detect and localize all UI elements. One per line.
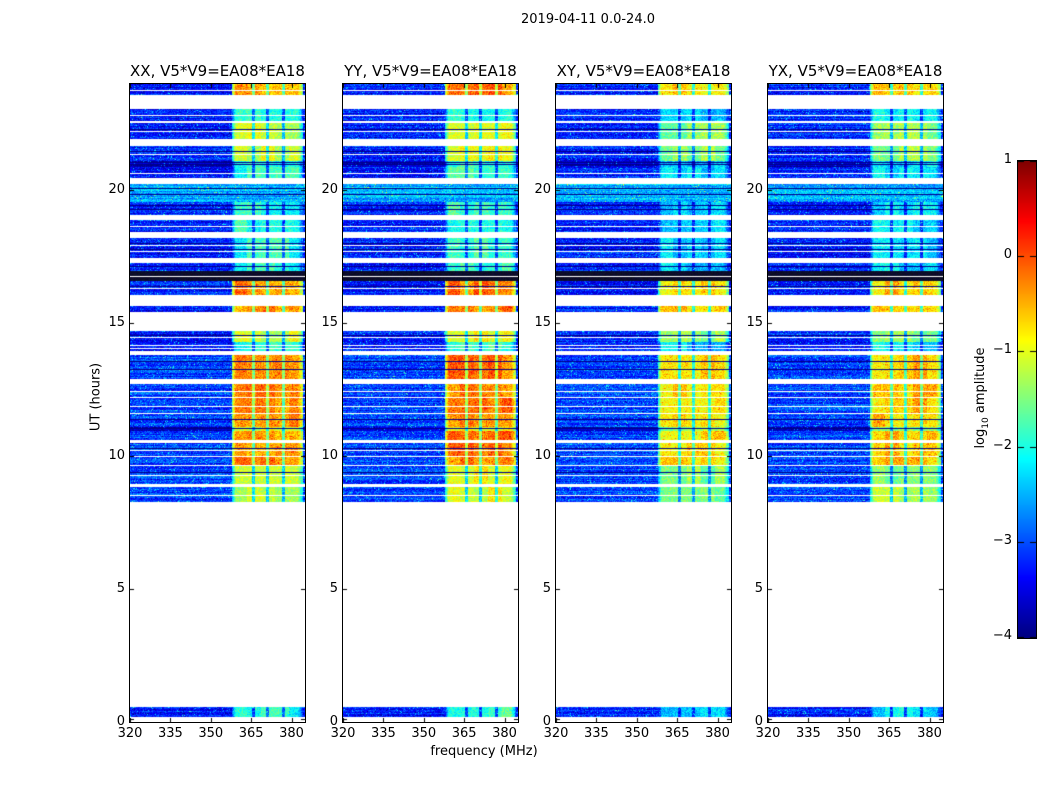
colorbar-label-log: log <box>973 428 989 449</box>
y-tick-label: 5 <box>116 581 125 597</box>
x-tick-label: 320 <box>543 726 569 741</box>
x-tick-label: 335 <box>583 726 609 741</box>
colorbar-tick-label: 0 <box>1003 247 1012 262</box>
panel-title-xy: XY, V5*V9=EA08*EA18 <box>556 62 731 80</box>
x-tick-label: 380 <box>917 726 942 741</box>
y-tick-label: 10 <box>108 448 125 464</box>
colorbar-tick-label: 1 <box>1003 152 1012 167</box>
y-tick-label: 20 <box>108 182 125 198</box>
y-tick-label: 15 <box>321 315 338 331</box>
y-tick-label: 5 <box>542 581 551 597</box>
x-tick-label: 350 <box>198 726 224 741</box>
panel-yx <box>767 83 944 723</box>
y-tick-label: 20 <box>321 182 338 198</box>
panel-title-yy: YY, V5*V9=EA08*EA18 <box>344 62 517 80</box>
y-tick-label: 15 <box>108 315 125 331</box>
panel-xx <box>129 83 306 723</box>
x-tick-label: 365 <box>664 726 690 741</box>
panel-xy <box>555 83 732 723</box>
y-tick-label: 5 <box>329 581 338 597</box>
y-tick-label: 20 <box>534 182 551 198</box>
x-axis-label: frequency (MHz) <box>430 744 538 759</box>
x-tick-label: 320 <box>117 726 143 741</box>
x-tick-label: 320 <box>755 726 781 741</box>
colorbar <box>1017 160 1037 639</box>
colorbar-tick-label: −3 <box>992 533 1012 548</box>
x-tick-label: 350 <box>836 726 862 741</box>
y-tick-label: 0 <box>542 714 551 729</box>
panel-yy <box>342 83 519 723</box>
x-tick-label: 380 <box>492 726 517 741</box>
y-tick-label: 10 <box>321 448 338 464</box>
x-tick-label: 365 <box>238 726 264 741</box>
y-tick-label: 0 <box>754 714 763 729</box>
y-tick-label: 15 <box>746 315 763 331</box>
figure-title: 2019-04-11 0.0-24.0 <box>521 12 655 27</box>
x-tick-label: 365 <box>451 726 477 741</box>
y-tick-label: 5 <box>754 581 763 597</box>
colorbar-tick-label: −1 <box>992 342 1012 357</box>
spectrogram-canvas-yy <box>343 84 518 722</box>
x-tick-label: 335 <box>795 726 821 741</box>
x-tick-label: 335 <box>370 726 396 741</box>
spectrogram-canvas-xy <box>556 84 731 722</box>
colorbar-canvas <box>1018 161 1036 638</box>
y-tick-label: 10 <box>746 448 763 464</box>
colorbar-tick-label: −4 <box>992 628 1012 643</box>
spectrogram-canvas-xx <box>130 84 305 722</box>
x-tick-label: 380 <box>705 726 730 741</box>
y-tick-label: 15 <box>534 315 551 331</box>
colorbar-tick-label: −2 <box>992 438 1012 453</box>
panel-title-xx: XX, V5*V9=EA08*EA18 <box>130 62 305 80</box>
x-tick-label: 320 <box>330 726 356 741</box>
y-tick-label: 0 <box>329 714 338 729</box>
x-tick-label: 335 <box>157 726 183 741</box>
colorbar-label <box>973 347 991 448</box>
colorbar-label-amp: amplitude <box>973 347 989 418</box>
x-tick-label: 350 <box>624 726 650 741</box>
y-tick-label: 20 <box>746 182 763 198</box>
x-tick-label: 365 <box>876 726 902 741</box>
x-tick-label: 380 <box>279 726 304 741</box>
y-axis-label: UT (hours) <box>88 362 104 432</box>
panel-title-yx: YX, V5*V9=EA08*EA18 <box>768 62 943 80</box>
colorbar-label-sub: 10 <box>980 417 991 429</box>
y-tick-label: 0 <box>116 714 125 729</box>
spectrogram-canvas-yx <box>768 84 943 722</box>
x-tick-label: 350 <box>411 726 437 741</box>
y-tick-label: 10 <box>534 448 551 464</box>
